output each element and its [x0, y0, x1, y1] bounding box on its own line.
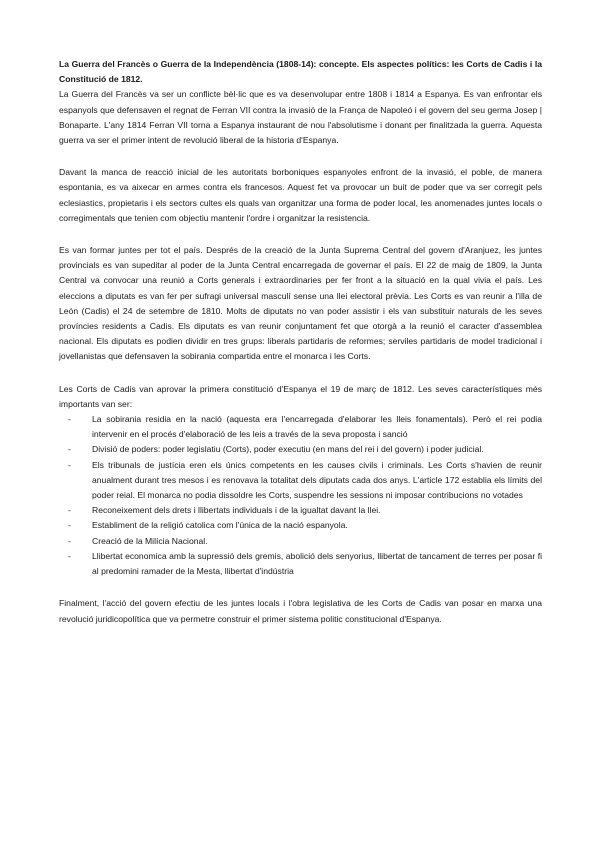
bullet-dash: -: [68, 550, 71, 561]
list-item-text: Els tribunals de justícia eren els únics competents en les causes civils i criminals. Les Corts s'havien de reunir anualment durant tres mesos i es renovava la totalitat dels diputats cada dos anys. L'article 172 establia els límits del poder reial. El monarca no podia dissoldre les Corts, suspendre les sessions ni imposar contribucions no votades: [92, 459, 542, 501]
paragraph-constitution-intro: Les Corts de Cadis van aprovar la primera constitució d'Espanya el 19 de març de 1812. Les seves característiques més importants van ser:: [59, 383, 542, 409]
list-item-text: Llibertat economica amb la supressió dels gremis, abolició dels senyorius, llibertat de tancament de terres per posar fi al predomini ramader de la Mesta, llibertat d'indústria: [92, 550, 542, 577]
list-item: [68, 518, 542, 533]
paragraph-conclusion: Finalment, l'acció del govern efectiu de les juntes locals i l'obra legislativa de les Corts de Cadis van posar en marxa una revolució juridicopolítica que va permetre construir el primer sistema politic constitucional d'Espanya.: [59, 598, 542, 624]
list-item-text: Divisió de poders: poder legislatiu (Corts), poder executiu (en mans del rei i del govern) i poder judicial.: [92, 444, 484, 455]
bullet-dash: -: [68, 444, 71, 455]
list-item: [68, 458, 542, 504]
list-item: [68, 412, 542, 442]
bullet-dash: -: [68, 505, 71, 516]
constitution-characteristics-list: [59, 412, 542, 579]
bullet-dash: -: [68, 520, 71, 531]
list-item-text: Creació de la Milícia Nacional.: [92, 535, 208, 546]
list-item: [68, 503, 542, 518]
paragraph-intro: La Guerra del Francès va ser un conflicte bèl·lic que es va desenvolupar entre 1808 i 1814 a Espanya. Es van enfrontar els espanyols que defensaven el regnat de Ferran VII contra la invasió de la França de Napoleó i el govern del seu germa Josep | Bonaparte. L'any 1814 Ferran VII torna a Espanya instaurant de nou l'absolutisme i donant per finalitzada la guerra. Aquesta guerra va ser el primer intent de revolució liberal de la historia d'Espanya.: [59, 89, 542, 146]
list-item-text: Reconeixement dels drets i llibertats individuals i de la igualtat davant la llei.: [92, 505, 381, 516]
list-item-text: Establiment de la religió catolica com l'única de la nació espanyola.: [92, 520, 348, 531]
bullet-dash: -: [68, 535, 71, 546]
bullet-dash: -: [68, 414, 71, 425]
paragraph-popular-uprising: Davant la manca de reacció inicial de les autoritats borboniques espanyoles enfront de la invasió, el poble, de manera espontania, es va aixecar en armes contra els francesos. Aquest fet va provocar un buit de poder que va ser corregit pels eclesiastics, propietaris i els sectors cultes els quals van organitzar una forma de poder local, les anomenades juntes locals o corregimentals que tenien com objectiu mantenir l'ordre i organitzar la resistencia.: [59, 167, 542, 223]
list-item-text: La sobirania residia en la nació (aquesta era l'encarregada d'elaborar les lleis fonamentals). Però el rei podia intervenir en el procés d'elaboració de les leis a través de la seva proposta i sanció: [92, 414, 542, 440]
list-item: [68, 549, 542, 579]
bullet-dash: -: [68, 459, 71, 470]
list-item: [68, 442, 542, 457]
list-item: [68, 534, 542, 549]
document-title: La Guerra del Francès o Guerra de la Independència (1808-14): concepte. Els aspectes polítics: les Corts de Cadis i la Constitució de 1812.: [59, 59, 542, 85]
paragraph-juntes-and-corts: Es van formar juntes per tot el país. Després de la creació de la Junta Suprema Central del govern d'Aranjuez, les juntes provincials es van supeditar al poder de la Junta Central encarregada de governar el país. El 22 de maig de 1809, la Junta Central va convocar una reunió a Corts generals i extraordinaries per fer front a la situació en la qual vivia el país. Les eleccions a diputats es van fer per sufragi universal masculí sense una llei electoral prèvia. Les Corts es van reunir a l'illa de León (Cadis) el 24 de setembre de 1810. Molts de diputats no van poder assistir i els van substituir naturals de les seves províncies residents a Cadis. Els diputats es van reunir conjuntament fet que otorgà a la reunió el caracter d'assemblea nacional. Els diputats es podien dividir en tres grups: liberals partidaris de reformes; serviles partidaris de model tradicional i jovellanistas que defensaven la sobirania compartida entre el monarca i les Corts.: [59, 245, 542, 362]
